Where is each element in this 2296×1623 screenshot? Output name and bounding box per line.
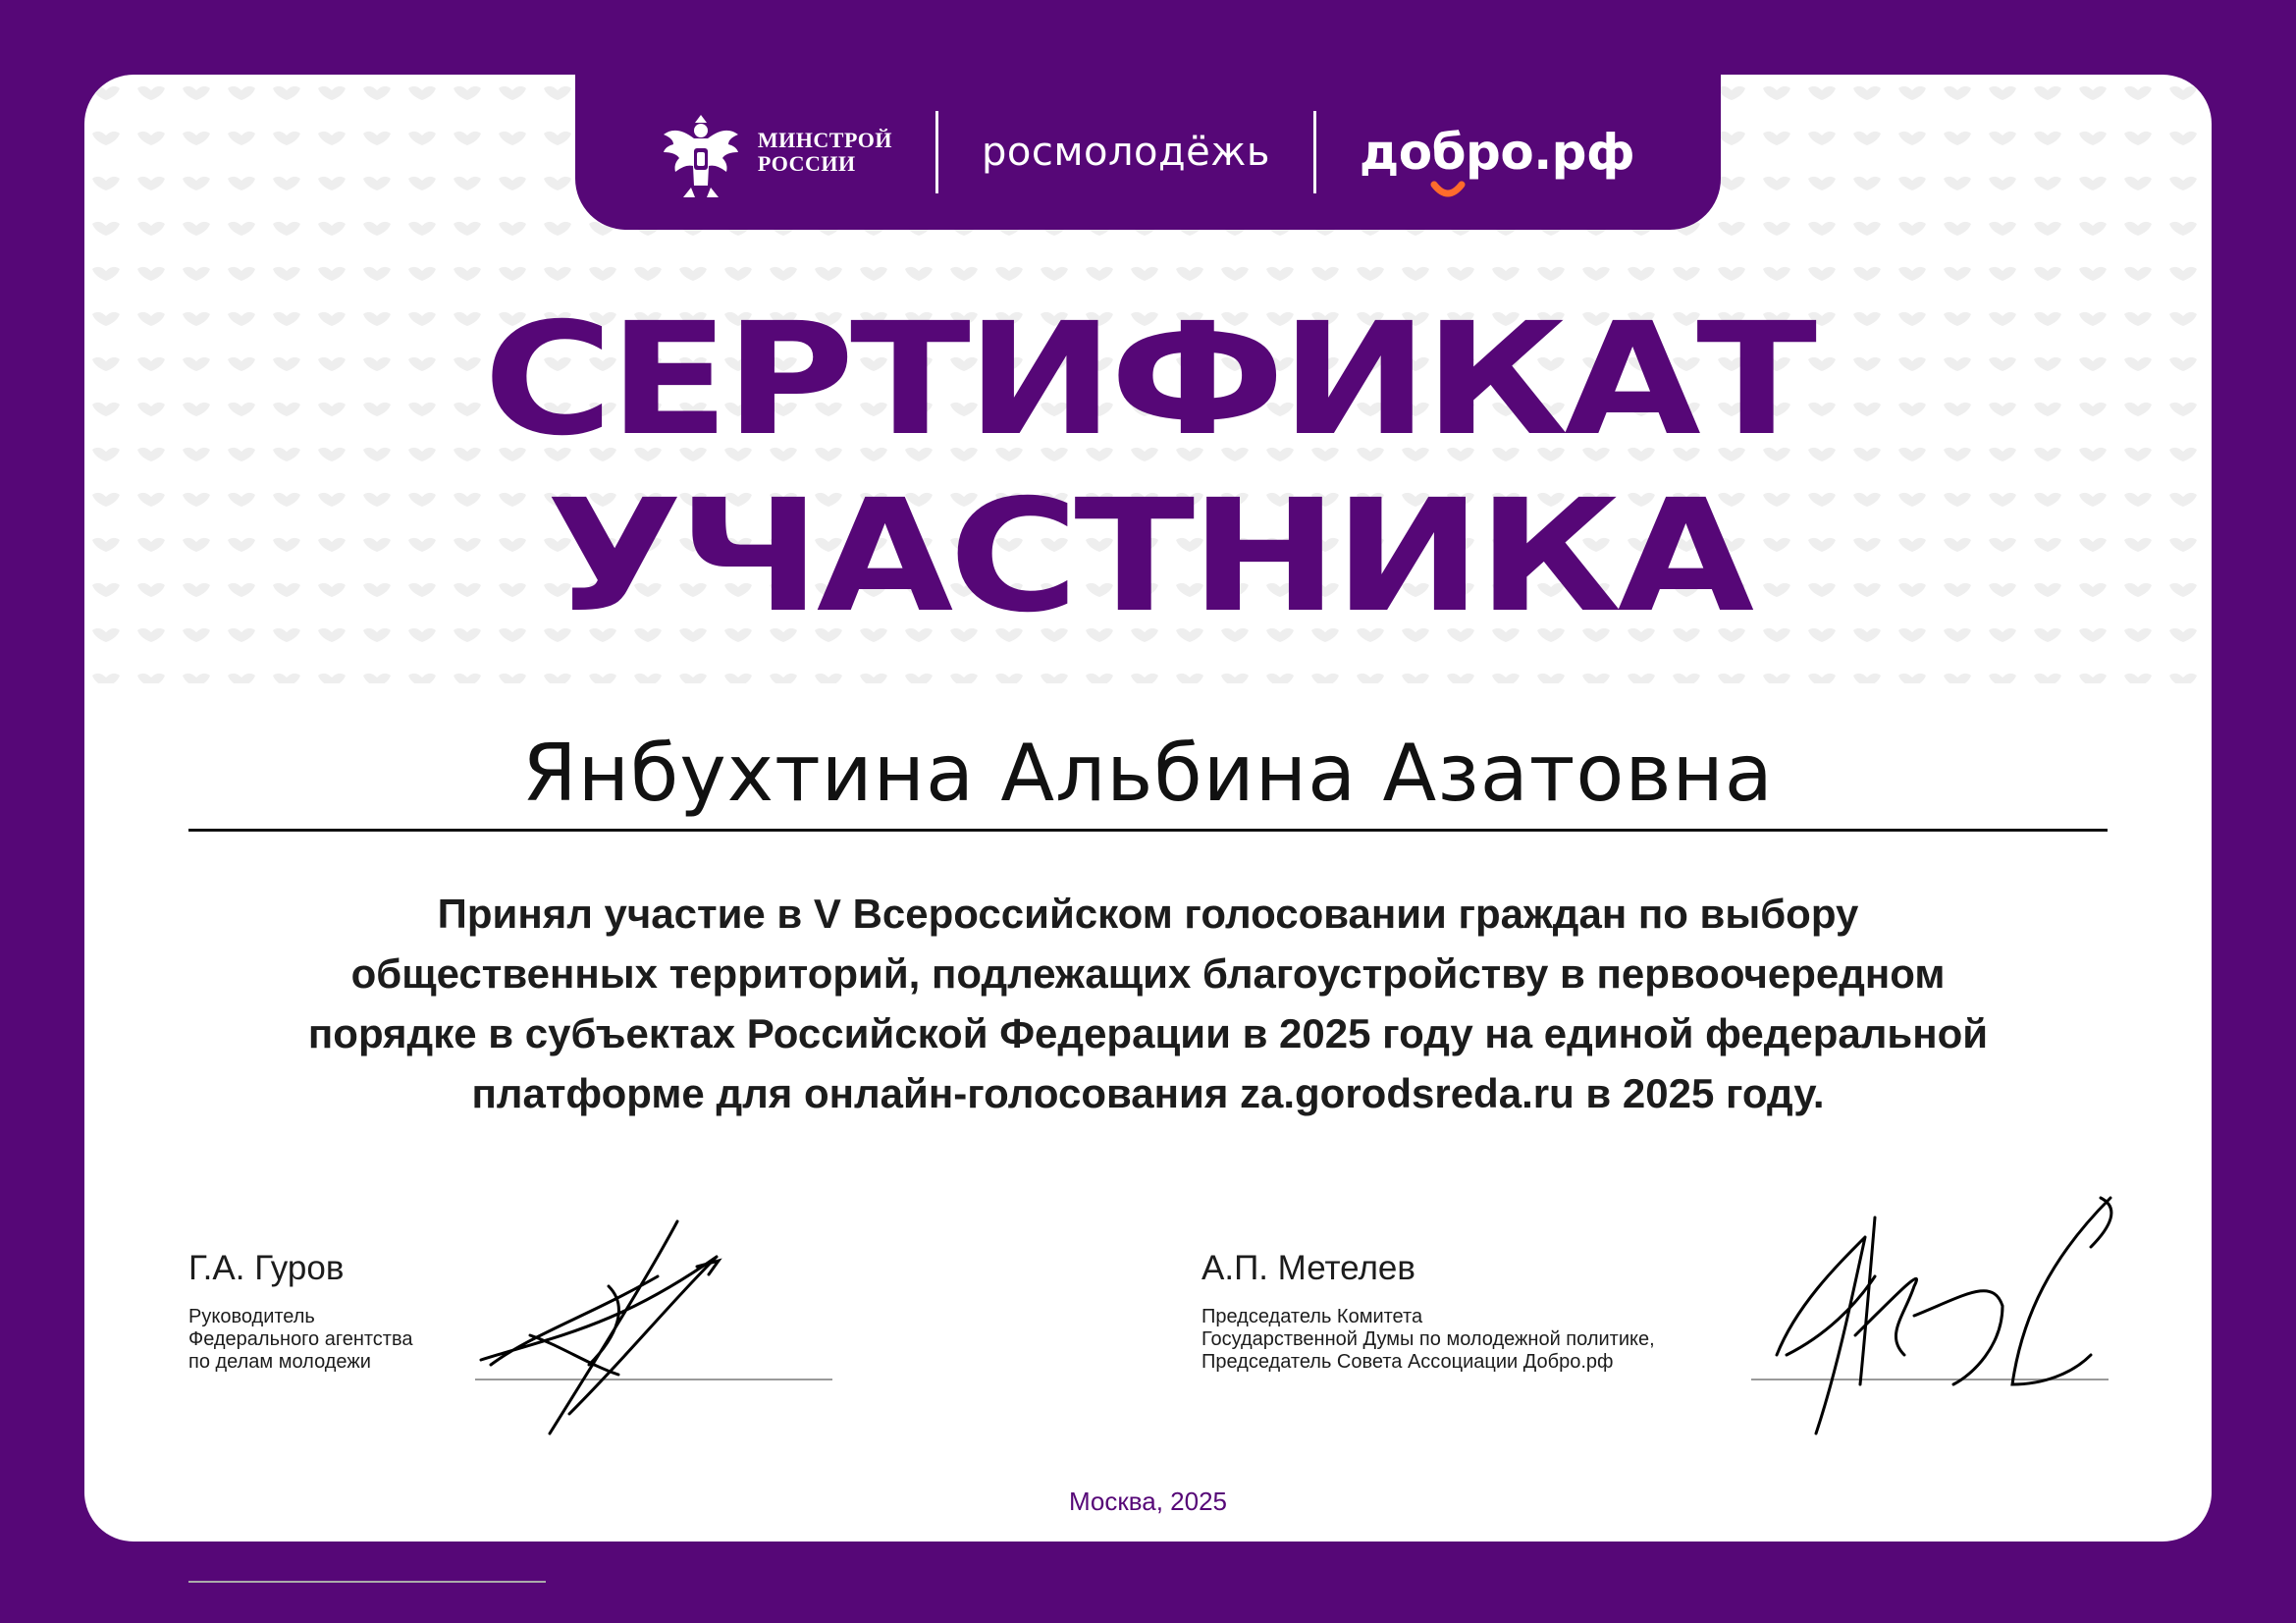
signatory-2-name: А.П. Метелев [1201,1249,1415,1287]
body-line: порядке в субъектах Российской Федерации в 2025 году на единой федеральной [307,1010,1989,1056]
recipient-name: Янбухтина Альбина Азатовна [522,728,1774,819]
role-line: Федерального агентства [188,1328,413,1350]
signatory-1-name: Г.А. Гуров [188,1249,345,1287]
signature-1 [471,1217,746,1443]
role-line: по делам молодежи [188,1351,371,1373]
eagle-emblem-icon [662,105,740,199]
rosmolodezh-logo: росмолодёжь [981,130,1270,175]
signatory-2-role [1201,1306,1655,1374]
role-line: Председатель Комитета [1201,1306,1423,1327]
role-line: Руководитель [188,1306,315,1327]
body-line: Принял участие в V Всероссийском голосовании граждан по выбору [437,891,1859,937]
certificate-body [147,884,2149,1123]
signature-2 [1757,1188,2130,1453]
name-underline [188,829,2108,832]
logo-divider [935,111,938,193]
minstroy-label-line2: РОССИИ [757,151,856,176]
logo-divider [1313,111,1316,193]
certificate-title-line1: СЕРТИФИКАТ [483,290,1813,470]
body-line: общественных территорий, подлежащих благоустройству в первоочередном [350,950,1946,997]
dobro-logo [1360,124,1634,181]
signatory-1-role [188,1306,413,1374]
place-and-date: Москва, 2025 [1068,1487,1228,1516]
footer-line [188,1581,546,1583]
role-line: Государственной Думы по молодежной политике, [1201,1328,1655,1350]
minstroy-logo [662,105,892,199]
dobro-logo-text: добро.рф [1359,124,1635,181]
certificate-title-line2: УЧАСТНИКА [546,466,1750,647]
role-line: Председатель Совета Ассоциации Добро.рф [1201,1351,1614,1373]
smile-icon [1428,181,1468,200]
partner-logos [575,75,1721,230]
body-line: платформе для онлайн-голосования za.gorodsreda.ru в 2025 году. [471,1070,1825,1116]
minstroy-label-line1: МИНСТРОЙ [757,128,892,152]
